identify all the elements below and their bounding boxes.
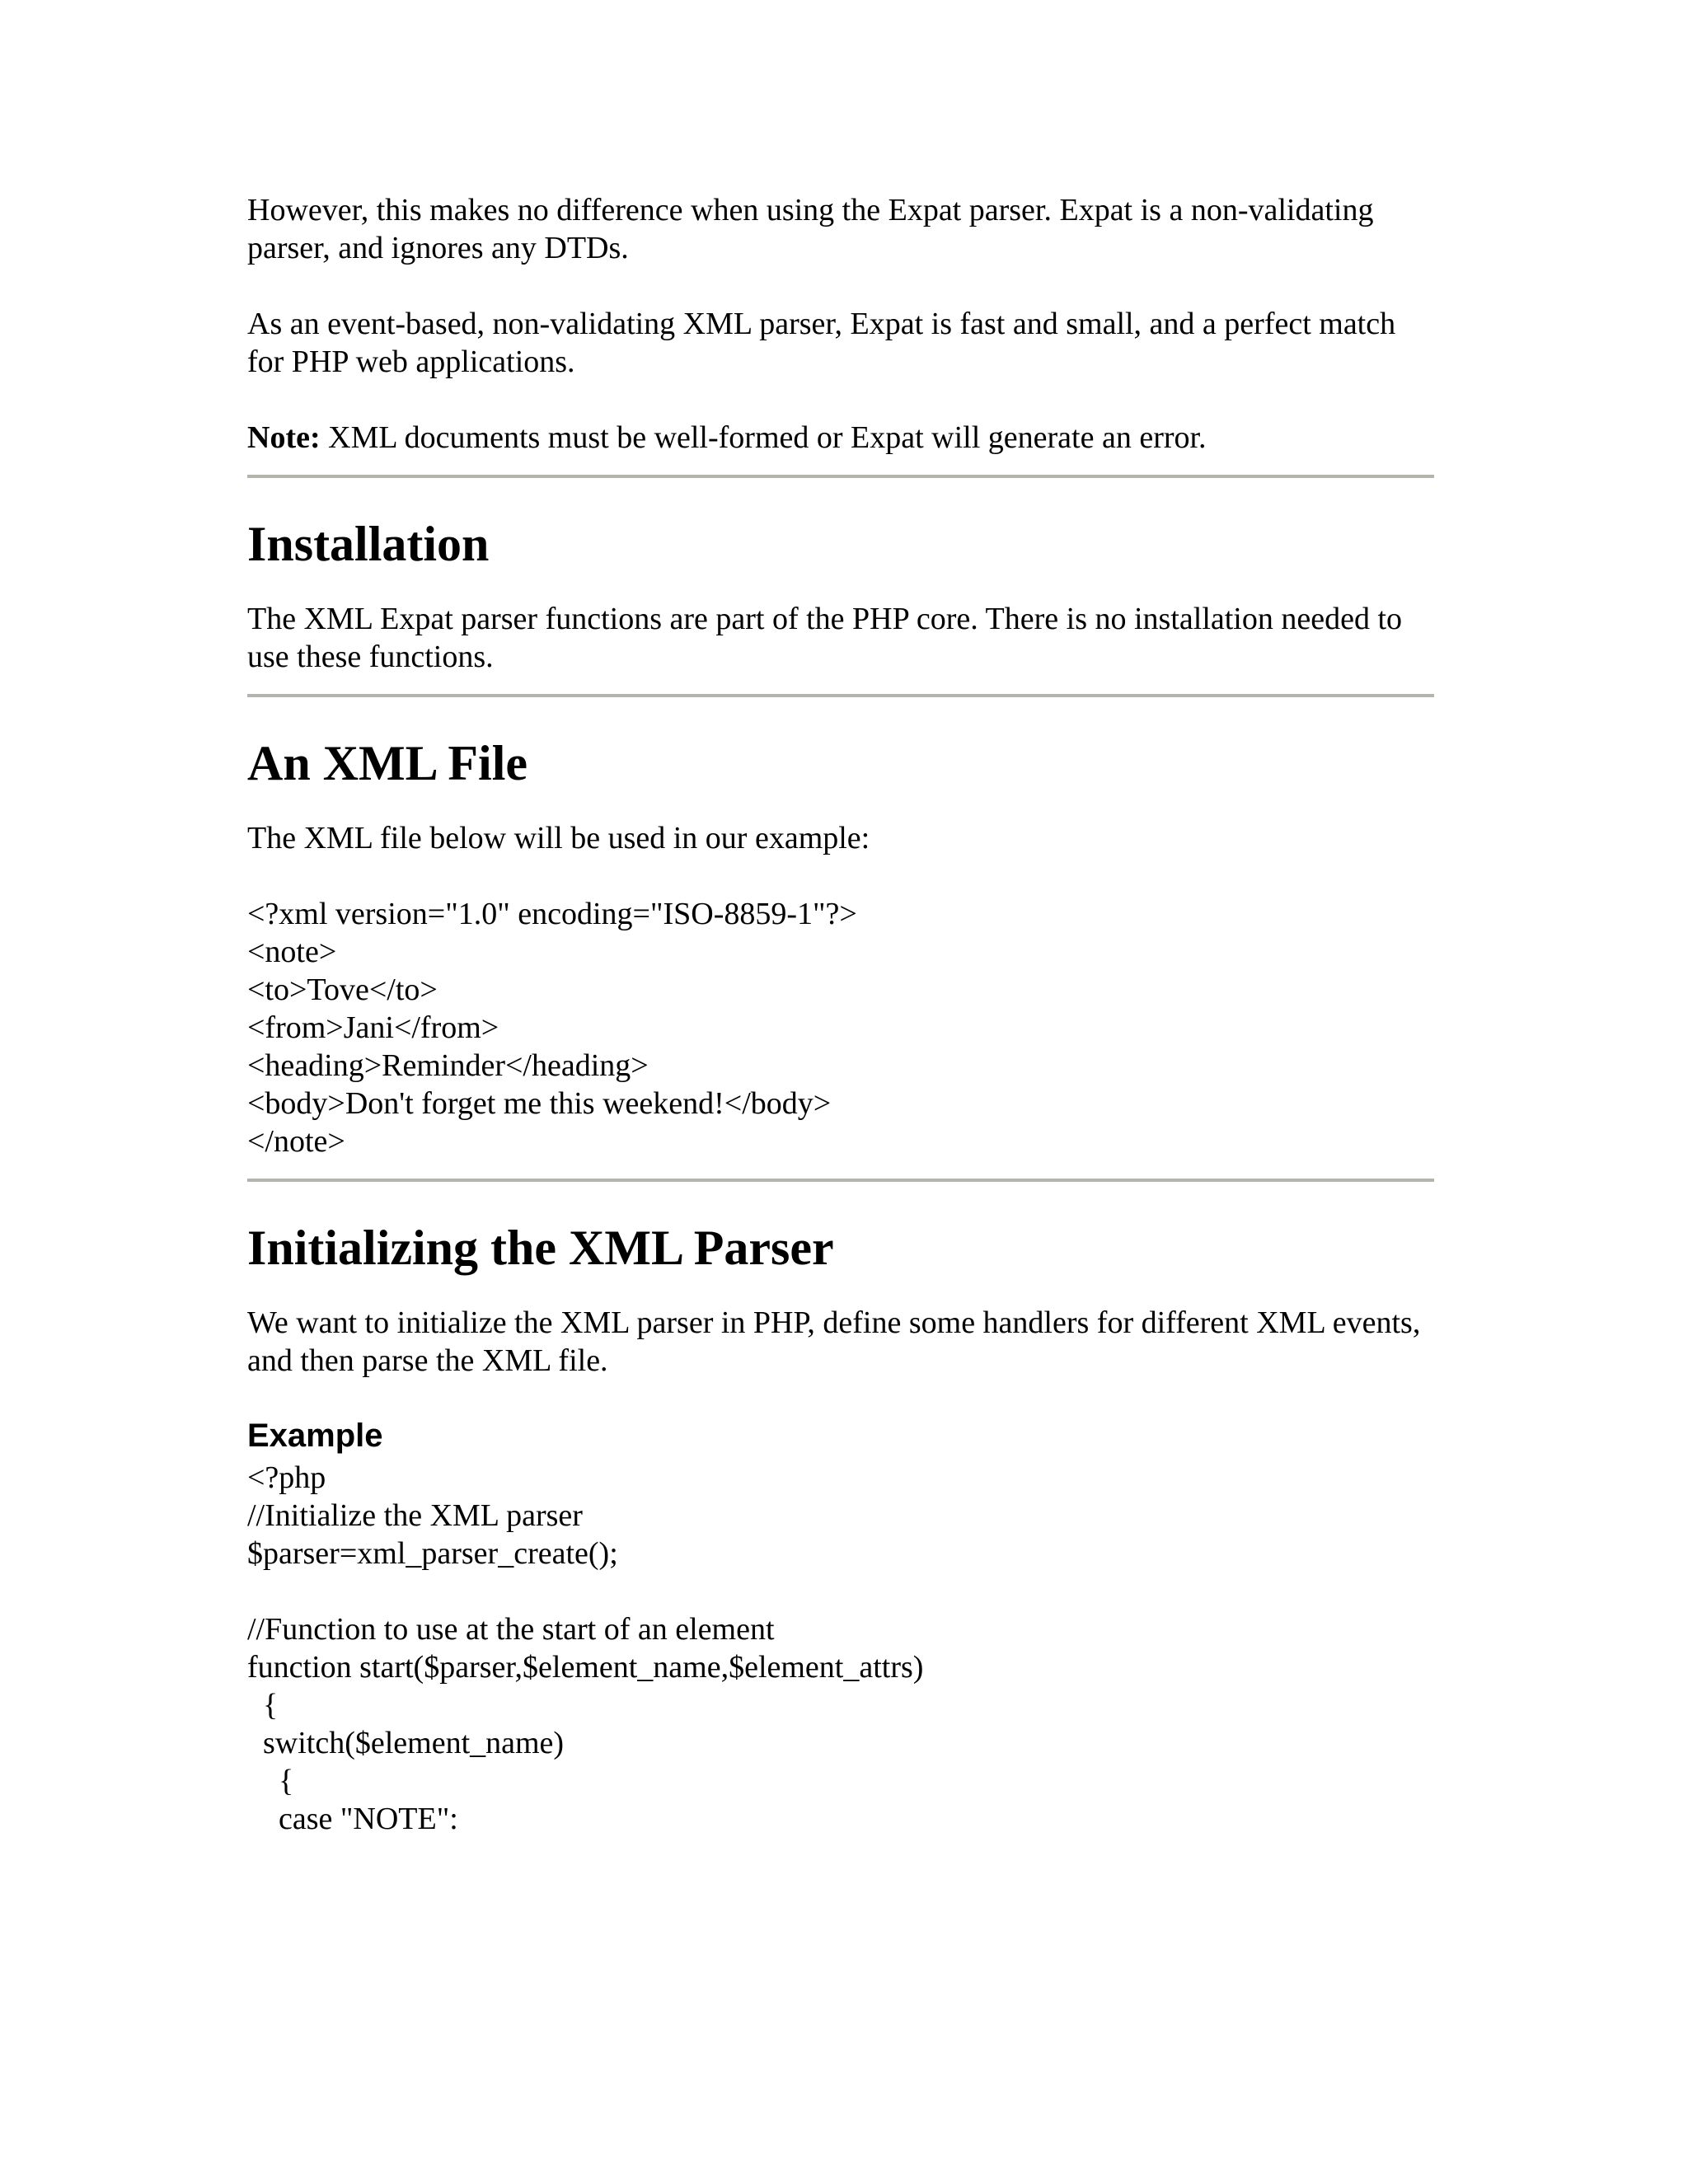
code-line: { xyxy=(247,1764,294,1798)
xml-line: <from>Jani</from> xyxy=(247,1010,499,1045)
code-line: function start($parser,$element_name,$element_attrs) xyxy=(247,1650,924,1685)
xml-file-heading: An XML File xyxy=(247,736,528,790)
code-line: { xyxy=(247,1688,279,1722)
note-text: XML documents must be well-formed or Expat will generate an error. xyxy=(320,420,1207,455)
init-text: We want to initialize the XML parser in PHP, define some handlers for different XML events, and then parse the XML file. xyxy=(247,1305,1421,1378)
xml-line: <?xml version="1.0" encoding="ISO-8859-1"?> xyxy=(247,897,857,931)
xml-file-text: The XML file below will be used in our example: xyxy=(247,821,870,855)
intro-paragraph-1: However, this makes no difference when using the Expat parser. Expat is a non-validating parser, and ignores any DTDs. xyxy=(247,193,1374,265)
code-line: <?php xyxy=(247,1460,326,1495)
xml-line: <to>Tove</to> xyxy=(247,972,438,1007)
init-heading: Initializing the XML Parser xyxy=(247,1221,834,1275)
xml-line: <heading>Reminder</heading> xyxy=(247,1048,649,1083)
php-code-listing xyxy=(247,1459,1434,1838)
xml-line: </note> xyxy=(247,1124,345,1159)
intro-paragraph-2: As an event-based, non-validating XML parser, Expat is fast and small, and a perfect match for PHP web applications. xyxy=(247,307,1396,379)
note-paragraph xyxy=(247,419,1434,457)
code-line xyxy=(247,1572,1434,1610)
xml-file-listing xyxy=(247,895,1434,1160)
xml-line: <body>Don't forget me this weekend!</body> xyxy=(247,1086,832,1121)
divider-3 xyxy=(247,1179,1434,1182)
note-label: Note: xyxy=(247,420,321,455)
installation-heading: Installation xyxy=(247,517,490,571)
document-page xyxy=(247,191,1434,1876)
code-line: //Function to use at the start of an element xyxy=(247,1612,775,1647)
code-line: $parser=xml_parser_create(); xyxy=(247,1536,618,1571)
code-line: case "NOTE": xyxy=(247,1802,458,1836)
code-line: //Initialize the XML parser xyxy=(247,1498,583,1533)
xml-line: <note> xyxy=(247,935,337,969)
divider-2 xyxy=(247,694,1434,697)
code-line: switch($element_name) xyxy=(247,1726,565,1760)
installation-text: The XML Expat parser functions are part of the PHP core. There is no installation needed to use these functions. xyxy=(247,602,1403,674)
example-heading: Example xyxy=(247,1418,383,1454)
divider-1 xyxy=(247,475,1434,478)
